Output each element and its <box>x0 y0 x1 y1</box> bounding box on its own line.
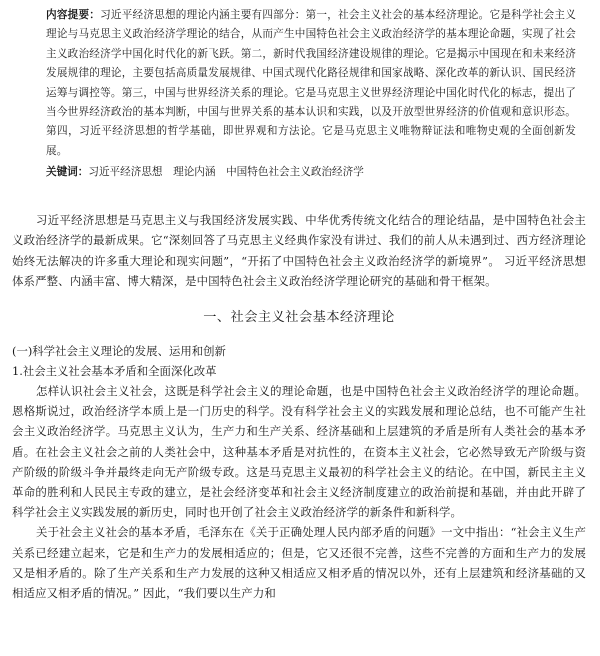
body-paragraph-2: 关于社会主义社会的基本矛盾，毛泽东在《关于正确处理人民内部矛盾的问题》一文中指出：“社会主义生产关系已经建立起来，它是和生产力的发展相适应的；但是，它又还很不完善，这些不完善的方面和生产力的发展又是相矛盾的。除了生产关系和生产力发展的这种又相适应又相矛盾的情况以外，还有上层建筑和经济基础的又相适应又相矛盾的情况。” 因此，“我们要以生产力和 <box>12 525 586 601</box>
subsubsection-heading: 1.社会主义社会基本矛盾和全面深化改革 <box>12 364 217 379</box>
intro-paragraph: 习近平经济思想是马克思主义与我国经济发展实践、中华优秀传统文化结合的理论结晶，是中国特色社会主义政治经济学的最新成果。它“深刻回答了马克思主义经典作家没有讲过、我们的前人从未遇到过、西方经济理论始终无法解决的许多重大理论和现实问题”，“开拓了中国特色社会主义政治经济学的新境界”。 习近平经济思想体系严整、内涵丰富、博大精深，是中国特色社会主义政治经济学理论研究的基础和骨干框架。 <box>12 213 586 288</box>
keywords <box>46 163 576 182</box>
abstract <box>46 6 576 161</box>
keywords-lead: 关键词： <box>46 166 89 179</box>
subsection-heading: (一)科学社会主义理论的发展、运用和创新 <box>12 344 226 359</box>
abstract-lead: 内容提要： <box>46 9 101 21</box>
keywords-text: 习近平经济思想 理论内涵 中国特色社会主义政治经济学 <box>88 166 364 179</box>
abstract-text: 习近平经济思想的理论内涵主要有四部分：第一，社会主义社会的基本经济理论。它是科学社会主义理论与马克思主义政治经济学理论的结合，从而产生中国特色社会主义政治经济学的基本理论命题，实现了社会主义政治经济学中国化时代化的新飞跃。第二，新时代我国经济建设规律的理论。它是揭示中国现在和未来经济发展规律的理论，主要包括高质量发展规律、中国式现代化路径规律和国家战略、深化改革的新认识、国民经济运筹与调控等。第三，中国与世界经济关系的理论。它是马克思主义世界经济理论中国化时代化的标志，提出了当今世界经济政治的基本判断，中国与世界关系的基本认识和实践，以及开放型世界经济的价值观和意识形态。第四，习近平经济思想的哲学基础，即世界观和方法论。它是马克思主义唯物辩证法和唯物史观的全面创新发展。 <box>46 9 577 157</box>
section-title: 一、社会主义社会基本经济理论 <box>203 310 395 326</box>
body-paragraph-1: 怎样认识社会主义社会，这既是科学社会主义的理论命题，也是中国特色社会主义政治经济学的理论命题。恩格斯说过，政治经济学本质上是一门历史的科学。没有科学社会主义的实践发展和理论总结，也不可能产生社会主义政治经济学。马克思主义认为，生产力和生产关系、经济基础和上层建筑的矛盾是所有人类社会的基本矛盾。在社会主义社会之前的人类社会中，这种基本矛盾是对抗性的，在资本主义社会，它必然导致无产阶级与资产阶级的阶级斗争并最终走向无产阶级专政。这是马克思主义最初的科学社会主义的结论。在中国，新民主主义革命的胜利和人民民主专政的建立，是社会经济变革和社会主义经济制度建立的政治前提和基础，并由此开辟了科学社会主义实践发展的新历史，同时也开创了社会主义政治经济学的新条件和新科学。 <box>12 384 586 520</box>
